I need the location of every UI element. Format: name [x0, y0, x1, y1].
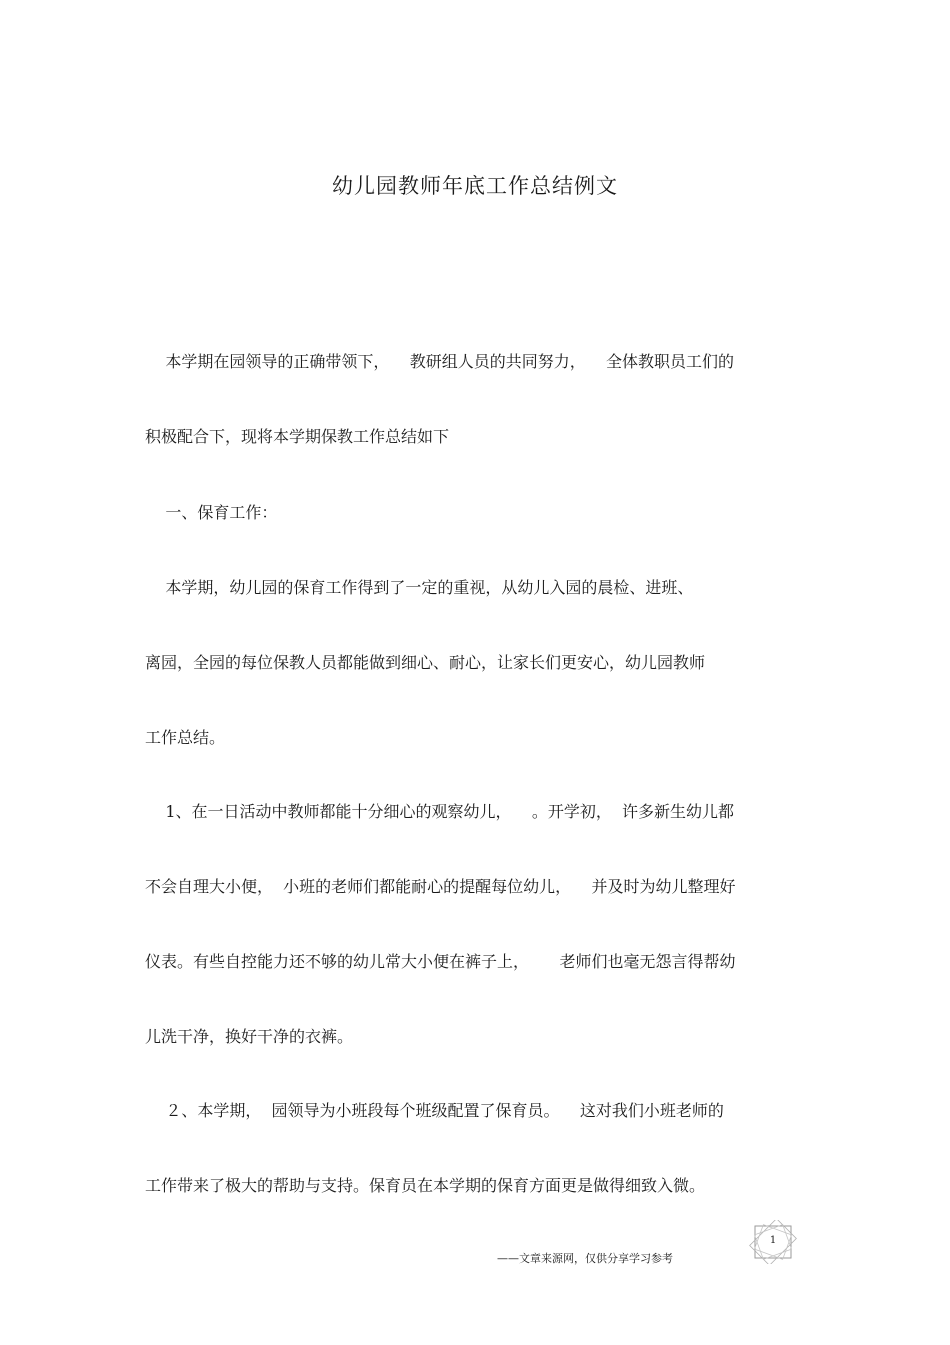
footer-source-note: ——文章来源网，仅供分享学习参考: [497, 1252, 673, 1265]
body-line: ２、本学期， 园领导为小班段每个班级配置了保育员。 这对我们小班老师的: [145, 1101, 724, 1120]
body-line: 本学期，幼儿园的保育工作得到了一定的重视，从幼儿入园的晨检、进班、: [145, 578, 694, 597]
page-number-badge: [749, 1220, 797, 1264]
body-line: 仪表。有些自控能力还不够的幼儿常大小便在裤子上， 老师们也毫无怨言得帮幼: [145, 952, 736, 971]
body-line: 本学期在园领导的正确带领下， 教研组人员的共同努力， 全体教职员工们的: [145, 352, 735, 371]
body-line: 不会自理大小便， 小班的老师们都能耐心的提醒每位幼儿， 并及时为幼儿整理好: [145, 877, 736, 896]
section-heading: 一、保育工作：: [145, 503, 278, 522]
body-line: 积极配合下，现将本学期保教工作总结如下: [145, 427, 450, 446]
document-title: 幼儿园教师年底工作总结例文: [332, 174, 618, 198]
page-number: 1: [769, 1235, 777, 1246]
body-line: 1、在一日活动中教师都能十分细心的观察幼儿， 。开学初， 许多新生幼儿都: [145, 802, 735, 821]
body-line: 离园，全园的每位保教人员都能做到细心、耐心，让家长们更安心，幼儿园教师: [145, 653, 706, 672]
body-line: 工作总结。: [145, 728, 226, 747]
body-line: 儿洗干净，换好干净的衣裤。: [145, 1027, 354, 1046]
body-line: 工作带来了极大的帮助与支持。保育员在本学期的保育方面更是做得细致入微。: [145, 1176, 706, 1195]
